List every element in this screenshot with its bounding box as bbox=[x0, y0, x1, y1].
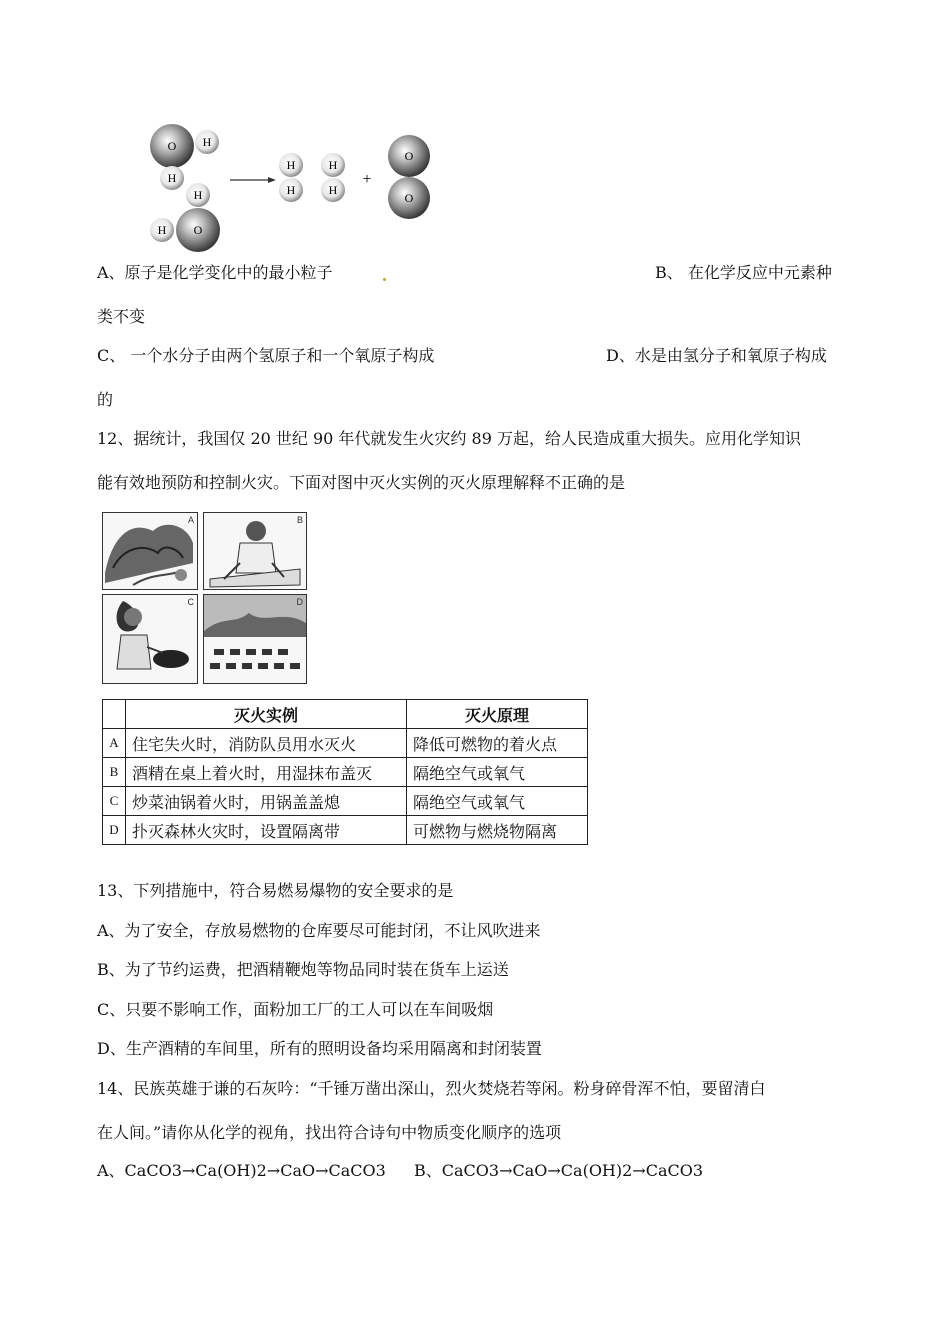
table-header-blank bbox=[103, 700, 126, 729]
table-row bbox=[103, 816, 588, 845]
svg-text:H: H bbox=[157, 223, 167, 237]
row-key: A bbox=[103, 729, 126, 758]
row-principle: 可燃物与燃烧物隔离 bbox=[407, 816, 588, 845]
question-14-line-1: 14、民族英雄于谦的石灰吟：“千锤万凿出深山，烈火焚烧若等闲。粉身碎骨浑不怕，要留清白 bbox=[97, 1079, 766, 1098]
oxygen-atom bbox=[150, 124, 194, 168]
svg-text:H: H bbox=[167, 171, 177, 185]
hydrogen-atom bbox=[186, 183, 210, 207]
firefighter-illustration bbox=[103, 513, 197, 589]
svg-text:H: H bbox=[202, 135, 212, 149]
cloth-on-table-illustration bbox=[204, 513, 306, 589]
option-b-continued: 类不变 bbox=[97, 307, 146, 326]
row-key: D bbox=[103, 816, 126, 845]
table-header-principle: 灭火原理 bbox=[407, 700, 588, 729]
svg-text:O: O bbox=[404, 149, 414, 163]
svg-text:H: H bbox=[286, 183, 296, 197]
row-principle: 隔绝空气或氧气 bbox=[407, 787, 588, 816]
row-principle: 降低可燃物的着火点 bbox=[407, 729, 588, 758]
hydrogen-atom bbox=[321, 178, 345, 202]
row-principle: 隔绝空气或氧气 bbox=[407, 758, 588, 787]
oxygen-atom bbox=[388, 177, 430, 219]
row-example: 炒菜油锅着火时，用锅盖盖熄 bbox=[126, 787, 407, 816]
speck bbox=[383, 278, 386, 281]
forest-firebreak-illustration bbox=[204, 595, 306, 683]
svg-text:H: H bbox=[286, 158, 296, 172]
row-example: 住宅失火时，消防队员用水灭火 bbox=[126, 729, 407, 758]
svg-text:H: H bbox=[328, 158, 338, 172]
hydrogen-atom bbox=[279, 178, 303, 202]
question-12-line-1: 12、据统计，我国仅 20 世纪 90 年代就发生火灾约 89 万起，给人民造成重大损失。应用化学知识 bbox=[97, 429, 801, 448]
svg-text:O: O bbox=[167, 139, 177, 153]
question-14-line-2: 在人间。”请你从化学的视角，找出符合诗句中物质变化顺序的选项 bbox=[97, 1123, 562, 1142]
option-b: B、CaCO3→CaO→Ca(OH)2→CaCO3 bbox=[414, 1161, 704, 1180]
option-b: B、 在化学反应中元素种 bbox=[655, 263, 832, 282]
option-a: A、CaCO3→Ca(OH)2→CaO→CaCO3 bbox=[97, 1161, 386, 1180]
fire-panel-c: C bbox=[102, 594, 198, 684]
hydrogen-atom bbox=[321, 153, 345, 177]
hydrogen-atom bbox=[160, 166, 184, 190]
option-a: A、原子是化学变化中的最小粒子 bbox=[97, 263, 333, 282]
pot-lid-illustration bbox=[103, 595, 197, 683]
table-row bbox=[103, 729, 588, 758]
svg-text:H: H bbox=[328, 183, 338, 197]
hydrogen-atom bbox=[195, 130, 219, 154]
row-example: 扑灭森林火灾时，设置隔离带 bbox=[126, 816, 407, 845]
option-c: C、 一个水分子由两个氢原子和一个氧原子构成 bbox=[97, 346, 435, 365]
fire-panel-b: B bbox=[203, 512, 307, 590]
table-row bbox=[103, 787, 588, 816]
svg-text:O: O bbox=[404, 191, 414, 205]
fire-panel-a: A bbox=[102, 512, 198, 590]
question-13-stem: 13、下列措施中，符合易燃易爆物的安全要求的是 bbox=[97, 881, 454, 900]
option-d: D、水是由氢分子和氧原子构成 bbox=[606, 346, 827, 365]
option-d-continued: 的 bbox=[97, 390, 114, 409]
svg-text:O: O bbox=[193, 223, 203, 237]
water-decomposition-diagram bbox=[140, 118, 450, 258]
fire-extinguishing-table bbox=[102, 699, 588, 845]
table-row bbox=[103, 758, 588, 787]
svg-text:H: H bbox=[193, 188, 203, 202]
option-b: B、为了节约运费，把酒精鞭炮等物品同时装在货车上运送 bbox=[97, 960, 509, 979]
plus-sign: + bbox=[362, 171, 372, 188]
hydrogen-atom bbox=[150, 218, 174, 242]
question-12-line-2: 能有效地预防和控制火灾。下面对图中灭火实例的灭火原理解释不正确的是 bbox=[97, 473, 626, 492]
row-key: C bbox=[103, 787, 126, 816]
option-c: C、只要不影响工作，面粉加工厂的工人可以在车间吸烟 bbox=[97, 1000, 494, 1019]
hydrogen-atom bbox=[279, 153, 303, 177]
option-a: A、为了安全，存放易燃物的仓库要尽可能封闭，不让风吹进来 bbox=[97, 921, 541, 940]
row-example: 酒精在桌上着火时，用湿抹布盖灭 bbox=[126, 758, 407, 787]
row-key: B bbox=[103, 758, 126, 787]
oxygen-atom bbox=[388, 135, 430, 177]
table-header-row bbox=[103, 700, 588, 729]
option-d: D、生产酒精的车间里，所有的照明设备均采用隔离和封闭装置 bbox=[97, 1039, 542, 1058]
fire-panel-d: D bbox=[203, 594, 307, 684]
table-header-example: 灭火实例 bbox=[126, 700, 407, 729]
oxygen-atom bbox=[176, 208, 220, 252]
